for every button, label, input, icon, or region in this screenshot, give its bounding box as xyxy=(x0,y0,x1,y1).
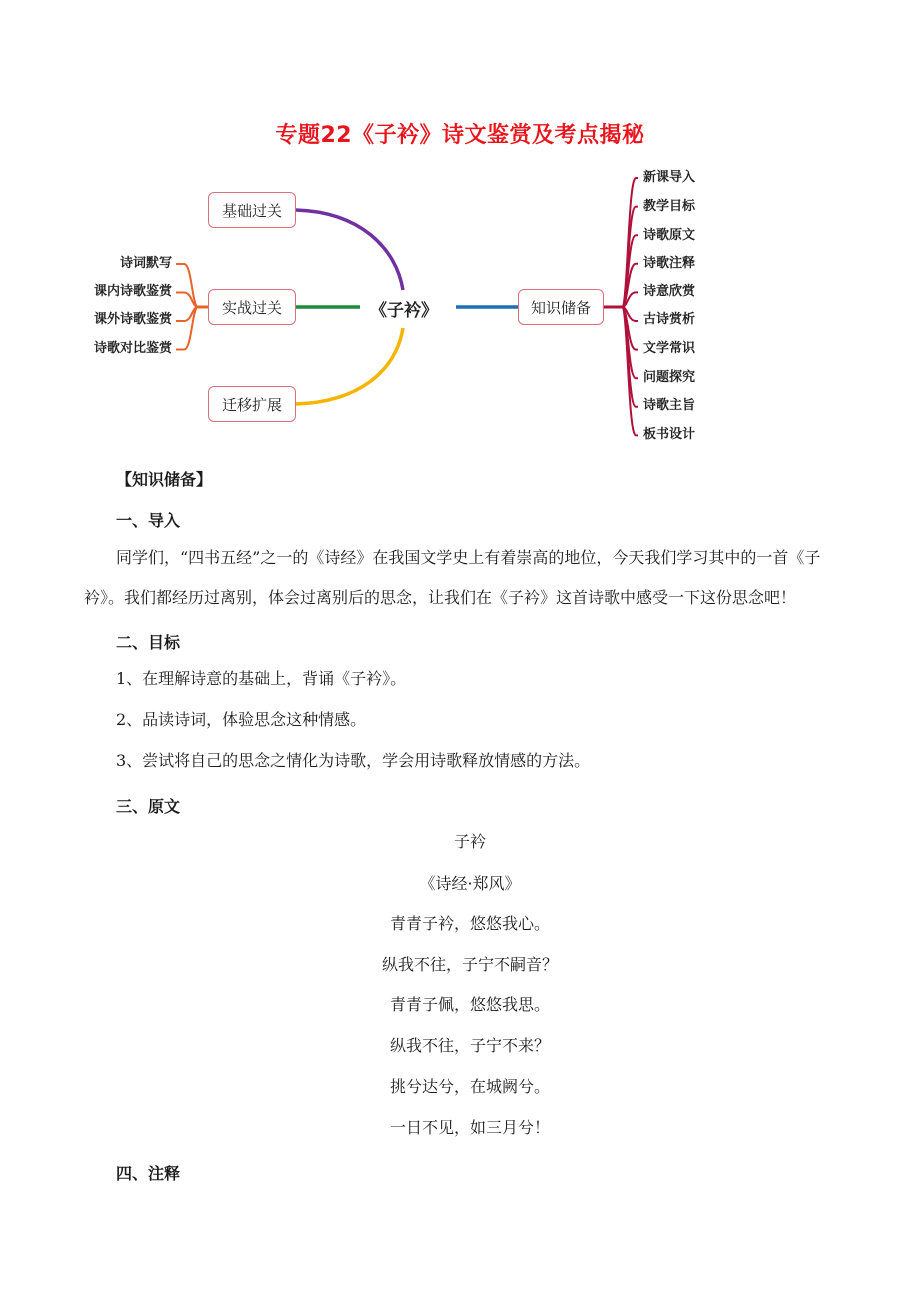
poem-line: 青青子佩，悠悠我思。 xyxy=(389,995,550,1014)
section-original-heading: 三、原文 xyxy=(116,797,181,816)
intro-paragraph-line: 衿》。我们都经历过离别，体会过离别后的思念，让我们在《子衿》这首诗歌中感受一下这份思念吧！ xyxy=(84,588,797,607)
connector-extend xyxy=(296,328,403,404)
knowledge-leaf: 诗意欣赏 xyxy=(643,284,696,299)
knowledge-leaf: 古诗赏析 xyxy=(643,312,696,327)
practice-leaf-connector xyxy=(176,264,198,307)
branch-practice xyxy=(208,289,296,325)
poem-line: 纵我不往，子宁不来？ xyxy=(389,1036,550,1055)
intro-paragraph-line: 同学们，“四书五经”之一的《诗经》在我国文学史上有着崇高的地位，今天我们学习其中的一首《子 xyxy=(116,548,821,567)
poem-line: 青青子衿，悠悠我心。 xyxy=(389,914,550,933)
knowledge-leaf: 教学目标 xyxy=(643,199,696,214)
knowledge-leaf: 问题探究 xyxy=(643,370,696,385)
practice-leaf-connector xyxy=(176,307,198,350)
poem-line: 纵我不往，子宁不嗣音？ xyxy=(381,955,558,974)
branch-knowledge xyxy=(518,289,604,325)
poem-line: 挑兮达兮，在城阙兮。 xyxy=(389,1077,550,1096)
branch-extend xyxy=(208,386,296,422)
goal-item: 3、尝试将自己的思念之情化为诗歌，学会用诗歌释放情感的方法。 xyxy=(116,751,591,770)
knowledge-leaf: 文学常识 xyxy=(643,341,696,356)
knowledge-tree-connectors xyxy=(604,178,638,435)
mind-map xyxy=(0,160,920,460)
practice-leaf: 课外诗歌鉴赏 xyxy=(93,312,172,327)
section-intro-heading: 一、导入 xyxy=(116,511,181,530)
section-knowledge-heading: 【知识储备】 xyxy=(116,470,213,489)
knowledge-leaf: 板书设计 xyxy=(643,427,696,442)
practice-leaf: 诗词默写 xyxy=(119,256,172,271)
goal-item: 2、品读诗词，体验思念这种情感。 xyxy=(116,710,367,729)
poem-line: 一日不见，如三月兮！ xyxy=(389,1118,550,1137)
goal-item: 1、在理解诗意的基础上，背诵《子衿》。 xyxy=(116,669,407,688)
document-title: 专题22《子衿》诗文鉴赏及考点揭秘 xyxy=(275,123,645,148)
knowledge-leaf: 新课导入 xyxy=(643,170,696,185)
connector-basic xyxy=(296,210,403,290)
branch-basic-label: 基础过关 xyxy=(221,201,282,220)
poem-title: 子衿 xyxy=(453,832,486,851)
section-goals-heading: 二、目标 xyxy=(116,633,181,652)
branch-practice-label: 实战过关 xyxy=(221,298,282,317)
branch-extend-label: 迁移扩展 xyxy=(221,395,282,414)
practice-leaf: 课内诗歌鉴赏 xyxy=(93,284,172,299)
mind-map-connectors xyxy=(0,160,920,460)
branch-knowledge-label: 知识储备 xyxy=(530,298,591,317)
poem-source: 《诗经·郑风》 xyxy=(419,874,521,893)
knowledge-leaf: 诗歌注释 xyxy=(643,256,696,271)
section-notes-heading: 四、注释 xyxy=(116,1164,181,1183)
knowledge-leaf: 诗歌原文 xyxy=(643,228,696,243)
practice-leaf: 诗歌对比鉴赏 xyxy=(93,341,172,356)
mind-map-center: 《子衿》 xyxy=(370,301,438,321)
practice-tree-connectors xyxy=(176,264,208,350)
branch-basic xyxy=(208,192,296,228)
knowledge-leaf: 诗歌主旨 xyxy=(643,398,696,413)
